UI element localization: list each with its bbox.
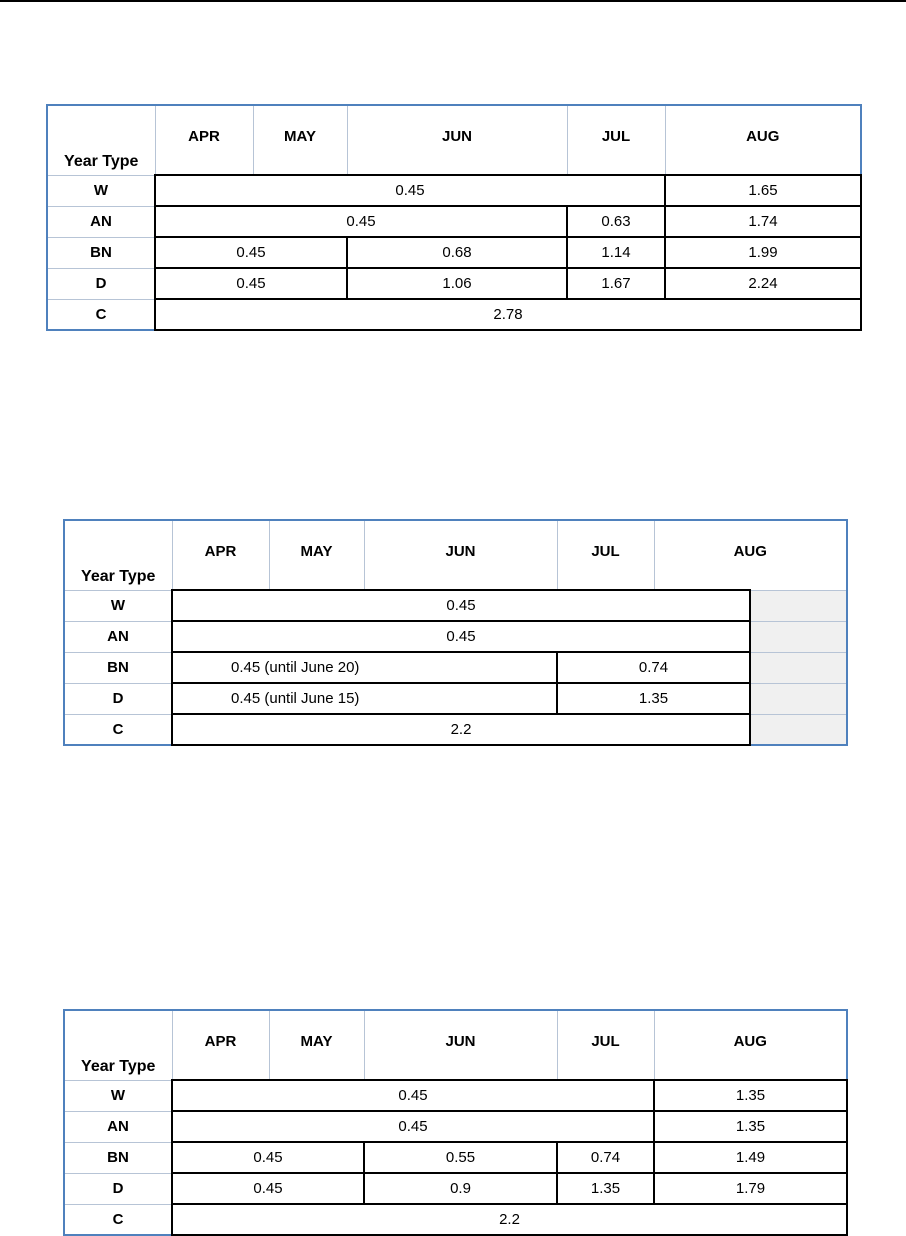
value-cell: 0.45	[172, 1080, 654, 1111]
value-cell: 2.2	[172, 1204, 847, 1235]
row-label-bn: BN	[47, 237, 155, 268]
row-label-w: W	[47, 175, 155, 206]
row-label-w: W	[64, 590, 172, 621]
table-row	[47, 268, 861, 299]
jun-header: JUN	[364, 520, 557, 590]
value-cell: 0.74	[557, 1142, 654, 1173]
row-label-an: AN	[64, 1111, 172, 1142]
value-cell: 0.68	[347, 237, 567, 268]
row-label-d: D	[64, 1173, 172, 1204]
year-type-table-2	[63, 519, 848, 746]
year-type-table-1	[46, 104, 862, 331]
may-header: MAY	[269, 520, 364, 590]
value-cell: 0.55	[364, 1142, 557, 1173]
row-label-an: AN	[64, 621, 172, 652]
value-cell: 1.35	[557, 683, 750, 714]
empty-cell	[750, 621, 847, 652]
row-label-d: D	[47, 268, 155, 299]
jul-header: JUL	[557, 520, 654, 590]
value-cell: 1.65	[665, 175, 861, 206]
value-cell: 2.2	[172, 714, 750, 745]
top-rule	[0, 0, 906, 2]
jun-header: JUN	[364, 1010, 557, 1080]
apr-header: APR	[172, 1010, 269, 1080]
may-header: MAY	[269, 1010, 364, 1080]
value-cell: 0.45	[172, 1111, 654, 1142]
value-cell: 0.74	[557, 652, 750, 683]
year-type-header: Year Type	[64, 520, 172, 590]
empty-cell	[750, 590, 847, 621]
value-cell: 0.45	[172, 1173, 364, 1204]
value-cell: 2.24	[665, 268, 861, 299]
value-cell: 0.45 (until June 20)	[172, 652, 557, 683]
year-type-header: Year Type	[64, 1010, 172, 1080]
value-cell: 0.45	[155, 206, 567, 237]
value-cell: 1.35	[654, 1111, 847, 1142]
empty-cell	[750, 714, 847, 745]
table-row	[64, 714, 847, 745]
value-cell: 1.35	[654, 1080, 847, 1111]
table-row	[64, 1142, 847, 1173]
row-label-w: W	[64, 1080, 172, 1111]
may-header: MAY	[253, 105, 347, 175]
value-cell: 0.9	[364, 1173, 557, 1204]
apr-header: APR	[172, 520, 269, 590]
row-label-bn: BN	[64, 1142, 172, 1173]
value-cell: 1.99	[665, 237, 861, 268]
apr-header: APR	[155, 105, 253, 175]
table-row	[64, 1204, 847, 1235]
table-row	[47, 206, 861, 237]
year-type-header: Year Type	[47, 105, 155, 175]
value-cell: 1.06	[347, 268, 567, 299]
value-cell: 0.45	[155, 237, 347, 268]
value-cell: 0.45	[155, 175, 665, 206]
table-row	[47, 237, 861, 268]
row-label-c: C	[64, 1204, 172, 1235]
row-label-bn: BN	[64, 652, 172, 683]
value-cell: 1.35	[557, 1173, 654, 1204]
value-cell: 1.74	[665, 206, 861, 237]
table-row	[64, 652, 847, 683]
value-cell: 1.14	[567, 237, 665, 268]
table-row	[64, 1080, 847, 1111]
jun-header: JUN	[347, 105, 567, 175]
table-row	[64, 1173, 847, 1204]
header-row	[64, 1010, 847, 1080]
aug-header: AUG	[654, 520, 847, 590]
row-label-d: D	[64, 683, 172, 714]
value-cell: 0.45	[155, 268, 347, 299]
jul-header: JUL	[567, 105, 665, 175]
jul-header: JUL	[557, 1010, 654, 1080]
header-row	[64, 520, 847, 590]
table-row	[47, 175, 861, 206]
value-cell: 0.45	[172, 590, 750, 621]
value-cell: 0.63	[567, 206, 665, 237]
row-label-c: C	[47, 299, 155, 330]
table-row	[64, 590, 847, 621]
year-type-table-3	[63, 1009, 848, 1236]
table-row	[64, 621, 847, 652]
value-cell: 0.45	[172, 621, 750, 652]
row-label-c: C	[64, 714, 172, 745]
empty-cell	[750, 683, 847, 714]
value-cell: 0.45	[172, 1142, 364, 1173]
table-row	[64, 1111, 847, 1142]
aug-header: AUG	[654, 1010, 847, 1080]
value-cell: 1.67	[567, 268, 665, 299]
aug-header: AUG	[665, 105, 861, 175]
table-row	[47, 299, 861, 330]
value-cell: 1.79	[654, 1173, 847, 1204]
value-cell: 0.45 (until June 15)	[172, 683, 557, 714]
empty-cell	[750, 652, 847, 683]
header-row	[47, 105, 861, 175]
table-row	[64, 683, 847, 714]
value-cell: 1.49	[654, 1142, 847, 1173]
row-label-an: AN	[47, 206, 155, 237]
value-cell: 2.78	[155, 299, 861, 330]
